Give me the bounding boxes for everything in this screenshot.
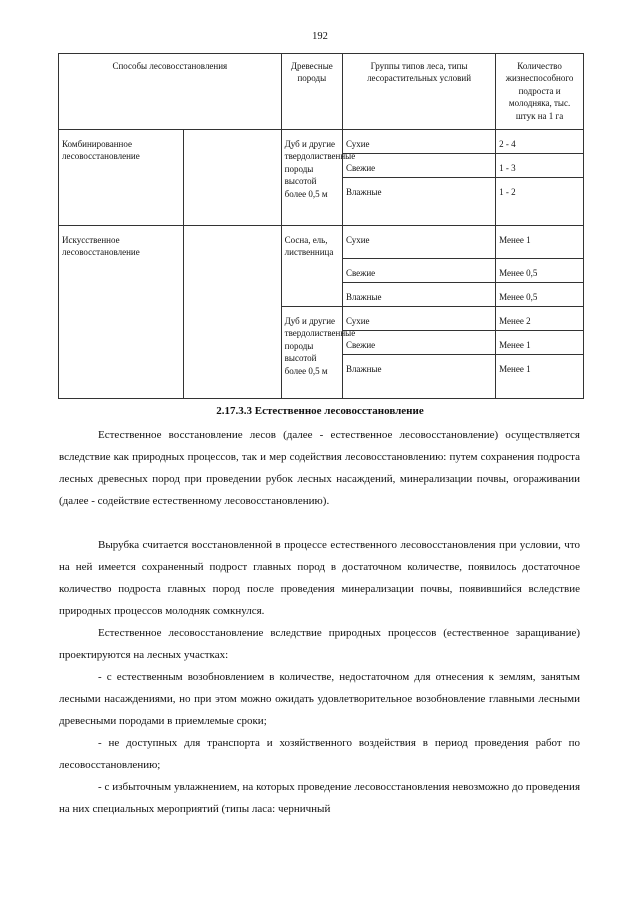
group-cell: Свежие <box>342 154 495 178</box>
quantity-cell: Менее 2 <box>496 307 584 331</box>
quantity-cell: Менее 1 <box>496 355 584 399</box>
paragraph: - не доступных для транспорта и хозяйственного воздействия в период проведения работ по лесовосстановлению; <box>59 737 580 771</box>
paragraph: - с естественным возобновлением в количестве, недостаточном для отнесения к землям, занятым лесными насаждениями, но при этом можно ожидать удовлетворительное возобновление главными лесными древесными породами в приемлемые сроки; <box>59 671 580 727</box>
section-title: 2.17.3.3 Естественное лесовосстановление <box>216 405 424 417</box>
group-cell: Свежие <box>342 259 495 283</box>
header-species: Древесные породы <box>281 54 342 130</box>
quantity-cell: Менее 0,5 <box>496 283 584 307</box>
species-hardwood: Дуб и другие твердолиственные породы высотой более 0,5 м <box>281 307 342 399</box>
group-cell: Сухие <box>342 307 495 331</box>
reforestation-table <box>58 53 584 399</box>
species-hardwood: Дуб и другие твердолиственные породы высотой более 0,5 м <box>281 130 342 226</box>
page-number: 192 <box>312 31 328 42</box>
empty-cell <box>183 130 281 226</box>
method-artificial: Искусственное лесовосстановление <box>59 226 184 399</box>
method-combined: Комбинированное лесовосстановление <box>59 130 184 226</box>
group-cell: Свежие <box>342 331 495 355</box>
paragraph: Вырубка считается восстановленной в процессе естественного лесовосстановления при условии, что на ней имеется сохраненный подрост главных пород в достаточном количестве, появилось достаточное количество подроста главных пород после проведения минерализации почвы, появившийся вследствие природных процессов молодняк сомкнулся. <box>59 539 580 617</box>
table-row <box>59 130 584 154</box>
header-quantity: Количество жизнеспособного подроста и молодняка, тыс. штук на 1 га <box>496 54 584 130</box>
table-header-row <box>59 54 584 130</box>
paragraph: - с избыточным увлажнением, на которых проведение лесовосстановления невозможно до проведения на них специальных мероприятий (типы ласа: черничный <box>59 781 580 815</box>
quantity-cell: Менее 1 <box>496 331 584 355</box>
species-conifers: Сосна, ель, лиственница <box>281 226 342 307</box>
group-cell: Влажные <box>342 178 495 226</box>
table-row <box>59 226 584 259</box>
empty-cell <box>183 226 281 399</box>
header-method: Способы лесовосстановления <box>59 54 282 130</box>
quantity-cell: Менее 0,5 <box>496 259 584 283</box>
group-cell: Сухие <box>342 226 495 259</box>
quantity-cell: 1 - 3 <box>496 154 584 178</box>
quantity-cell: 2 - 4 <box>496 130 584 154</box>
quantity-cell: Менее 1 <box>496 226 584 259</box>
header-groups: Группы типов леса, типы лесорастительных условий <box>342 54 495 130</box>
paragraph: Естественное лесовосстановление вследствие природных процессов (естественное заращивание) проектируются на лесных участках: <box>59 627 580 661</box>
group-cell: Сухие <box>342 130 495 154</box>
group-cell: Влажные <box>342 283 495 307</box>
quantity-cell: 1 - 2 <box>496 178 584 226</box>
group-cell: Влажные <box>342 355 495 399</box>
paragraph: Естественное восстановление лесов (далее - естественное лесовосстановление) осуществляется вследствие как природных процессов, так и мер содействия лесовосстановлению: путем сохранения подроста лесных древесных пород при проведении рубок лесных насаждений, минерализации почвы, огораживании (далее - содействие естественному лесовосстановлению). <box>59 429 580 507</box>
